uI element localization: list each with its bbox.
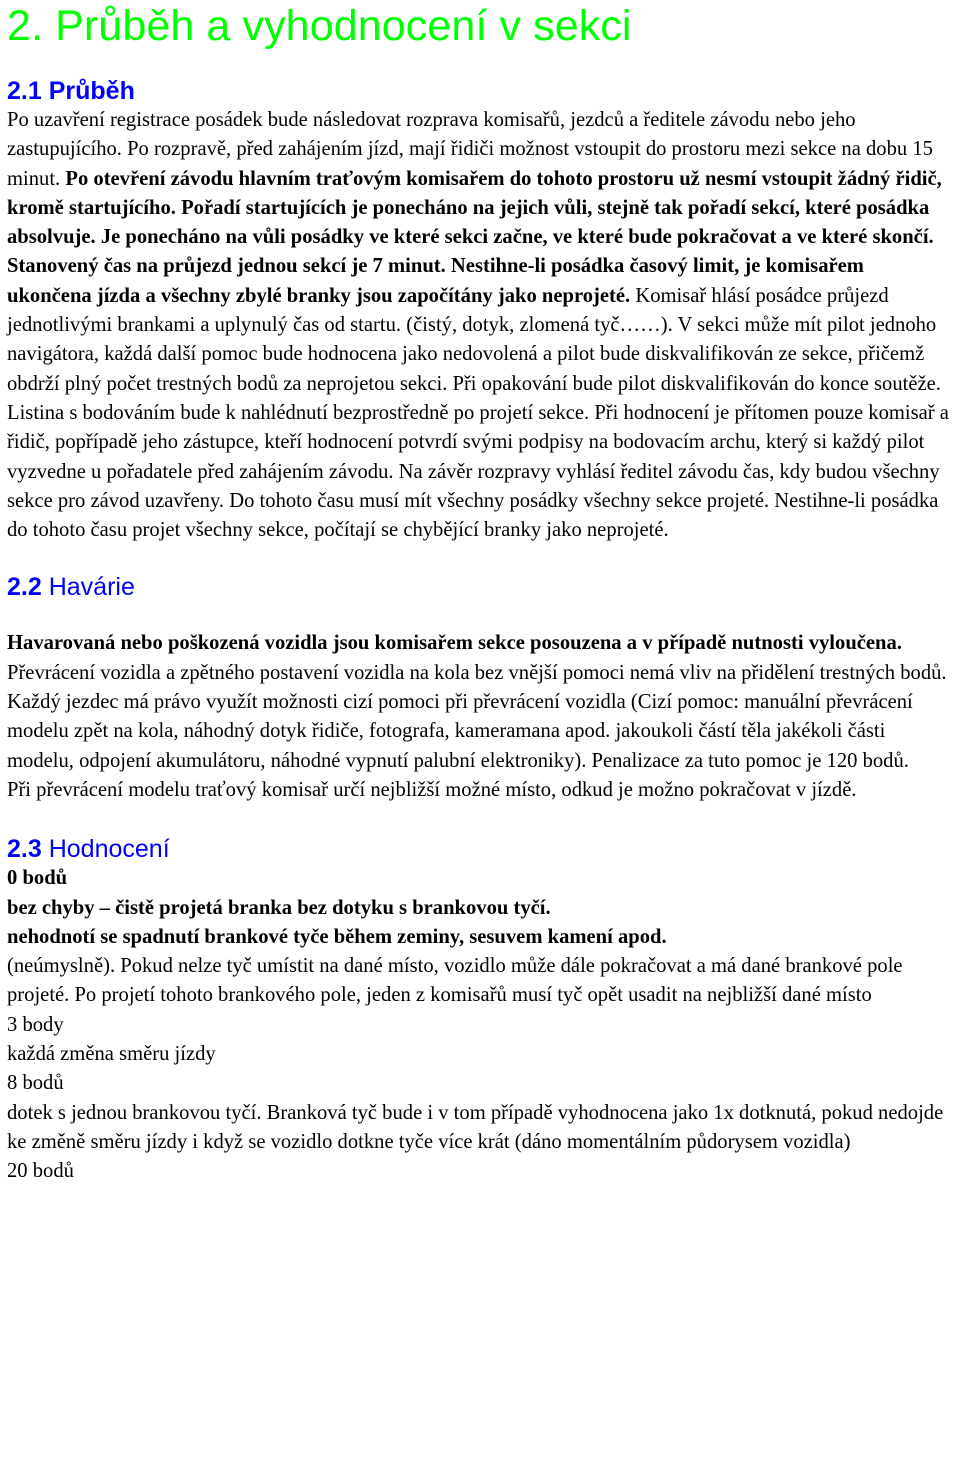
section-heading-2 <box>7 572 953 602</box>
score-description: bez chyby – čistě projetá branka bez dotyku s brankovou tyčí. <box>7 896 551 919</box>
score-points-3: 3 body <box>7 1013 64 1036</box>
section-2-paragraph-1 <box>7 629 953 775</box>
paragraph-text-normal: Převrácení vozidla a zpětného postavení vozidla na kola bez vnější pomoci nemá vliv na přidělení trestných bodů. Každý jezdec má právo využít možnosti cizí pomoci při převrácení vozidla (Cizí pomoc: manuální převrácení modelu zpět na kola, náhodný dotyk řidiče, fotografa, kameramana apod. jakoukoli částí těla jakékoli části modelu, odpojení akumulátoru, náhodné vypnutí palubní elektroniky). <box>7 661 947 772</box>
paragraph-text-bold: Havarovaná nebo poškozená vozidla jsou komisařem sekce posouzena a v případě nutnosti vyloučena. <box>7 632 902 655</box>
score-description: každá změna směru jízdy <box>7 1043 216 1066</box>
score-description: nehodnotí se spadnutí brankové tyče během zeminy, sesuvem kamení apod. <box>7 925 667 948</box>
score-points-20: 20 bodů <box>7 1160 74 1183</box>
section-1-paragraph <box>7 106 953 545</box>
section-number: 2.1 <box>7 77 42 105</box>
section-title: Havárie <box>48 573 135 602</box>
score-points-8: 8 bodů <box>7 1072 64 1095</box>
score-points-0: 0 bodů <box>7 867 68 890</box>
section-title: Hodnocení <box>48 835 170 864</box>
paragraph-text-normal: Komisař hlásí posádce průjezd jednotlivými brankami a uplynulý čas od startu. (čistý, dotyk, zlomená tyč……). V sekci může mít pilot jednoho navigátora, každá další pomoc bude hodnocena jako nedovolená a pilot bude diskvalifikován ze sekce, přičemž obdrží plný počet trestných bodů za neprojetou sekci. Při opakování bude pilot diskvalifikován do konce soutěže. Listina s bodováním bude k nahlédnutí bezprostředně po projetí sekce. Při hodnocení je přítomen pouze komisař a řidič, popřípadě jeho zástupce, kteří hodnocení potvrdí svými podpisy na bodovacím archu, který si každý pilot vyzvedne u pořadatele před zahájením závodu. Na závěr rozpravy vyhlásí ředitel závodu čas, kdy budou všechny sekce pro závod uzavřeny. Do tohoto času musí mít všechny posádky všechny sekce projeté. Nestihne-li posádka do tohoto času projet všechny sekce, počítají se chybějící branky jako neprojeté. <box>7 284 949 542</box>
paragraph-text-normal: Po uzavření registrace posádek bude následovat rozprava komisařů, jezdců a ředitele závodu nebo jeho zastupujícího. Po rozpravě, před zahájením jízd, mají řidiči možnost vstoupit do prostoru mezi sekce na dobu 15 minut. <box>7 109 933 190</box>
section-2-paragraph-2: Při převrácení modelu traťový komisař určí nejbližší možné místo, odkud je možno pokračovat v jízdě. <box>7 778 857 801</box>
section-number: 2.3 <box>7 835 42 864</box>
section-number: 2.2 <box>7 573 42 602</box>
main-title: 2. Průběh a vyhodnocení v sekci <box>7 2 632 50</box>
section-heading-1 <box>7 76 953 106</box>
score-description: (neúmyslně). Pokud nelze tyč umístit na dané místo, vozidlo může dále pokračovat a má dané brankové pole projeté. Po projetí tohoto brankového pole, jeden z komisařů musí tyč opět usadit na nejbližší dané místo <box>7 955 903 1007</box>
paragraph-text-bold: Po otevření závodu hlavním traťovým komisařem do tohoto prostoru už nesmí vstoupit žádný řidič, kromě startujícího. Pořadí startujících je ponecháno na jejich vůli, stejně tak pořadí sekcí, které posádka absolvuje. Je ponecháno na vůli posádky ve které sekci začne, ve které bude pokračovat a ve které skončí. Stanovený čas na průjezd jednou sekcí je 7 minut. Nestihne-li posádka časový limit, je komisařem ukončena jízda a všechny zbylé branky jsou započítány jako neprojeté. <box>7 167 942 307</box>
score-description: dotek s jednou brankovou tyčí. Branková tyč bude i v tom případě vyhodnocena jako 1x dotknutá, pokud nedojde ke změně směru jízdy i když se vozidlo dotkne tyče více krát (dáno momentálním půdorysem vozidla) <box>7 1101 944 1153</box>
paragraph-text-normal: Penalizace za tuto pomoc je 120 bodů. <box>591 749 909 772</box>
section-title: Průběh <box>48 77 135 105</box>
section-heading-3 <box>7 834 953 864</box>
